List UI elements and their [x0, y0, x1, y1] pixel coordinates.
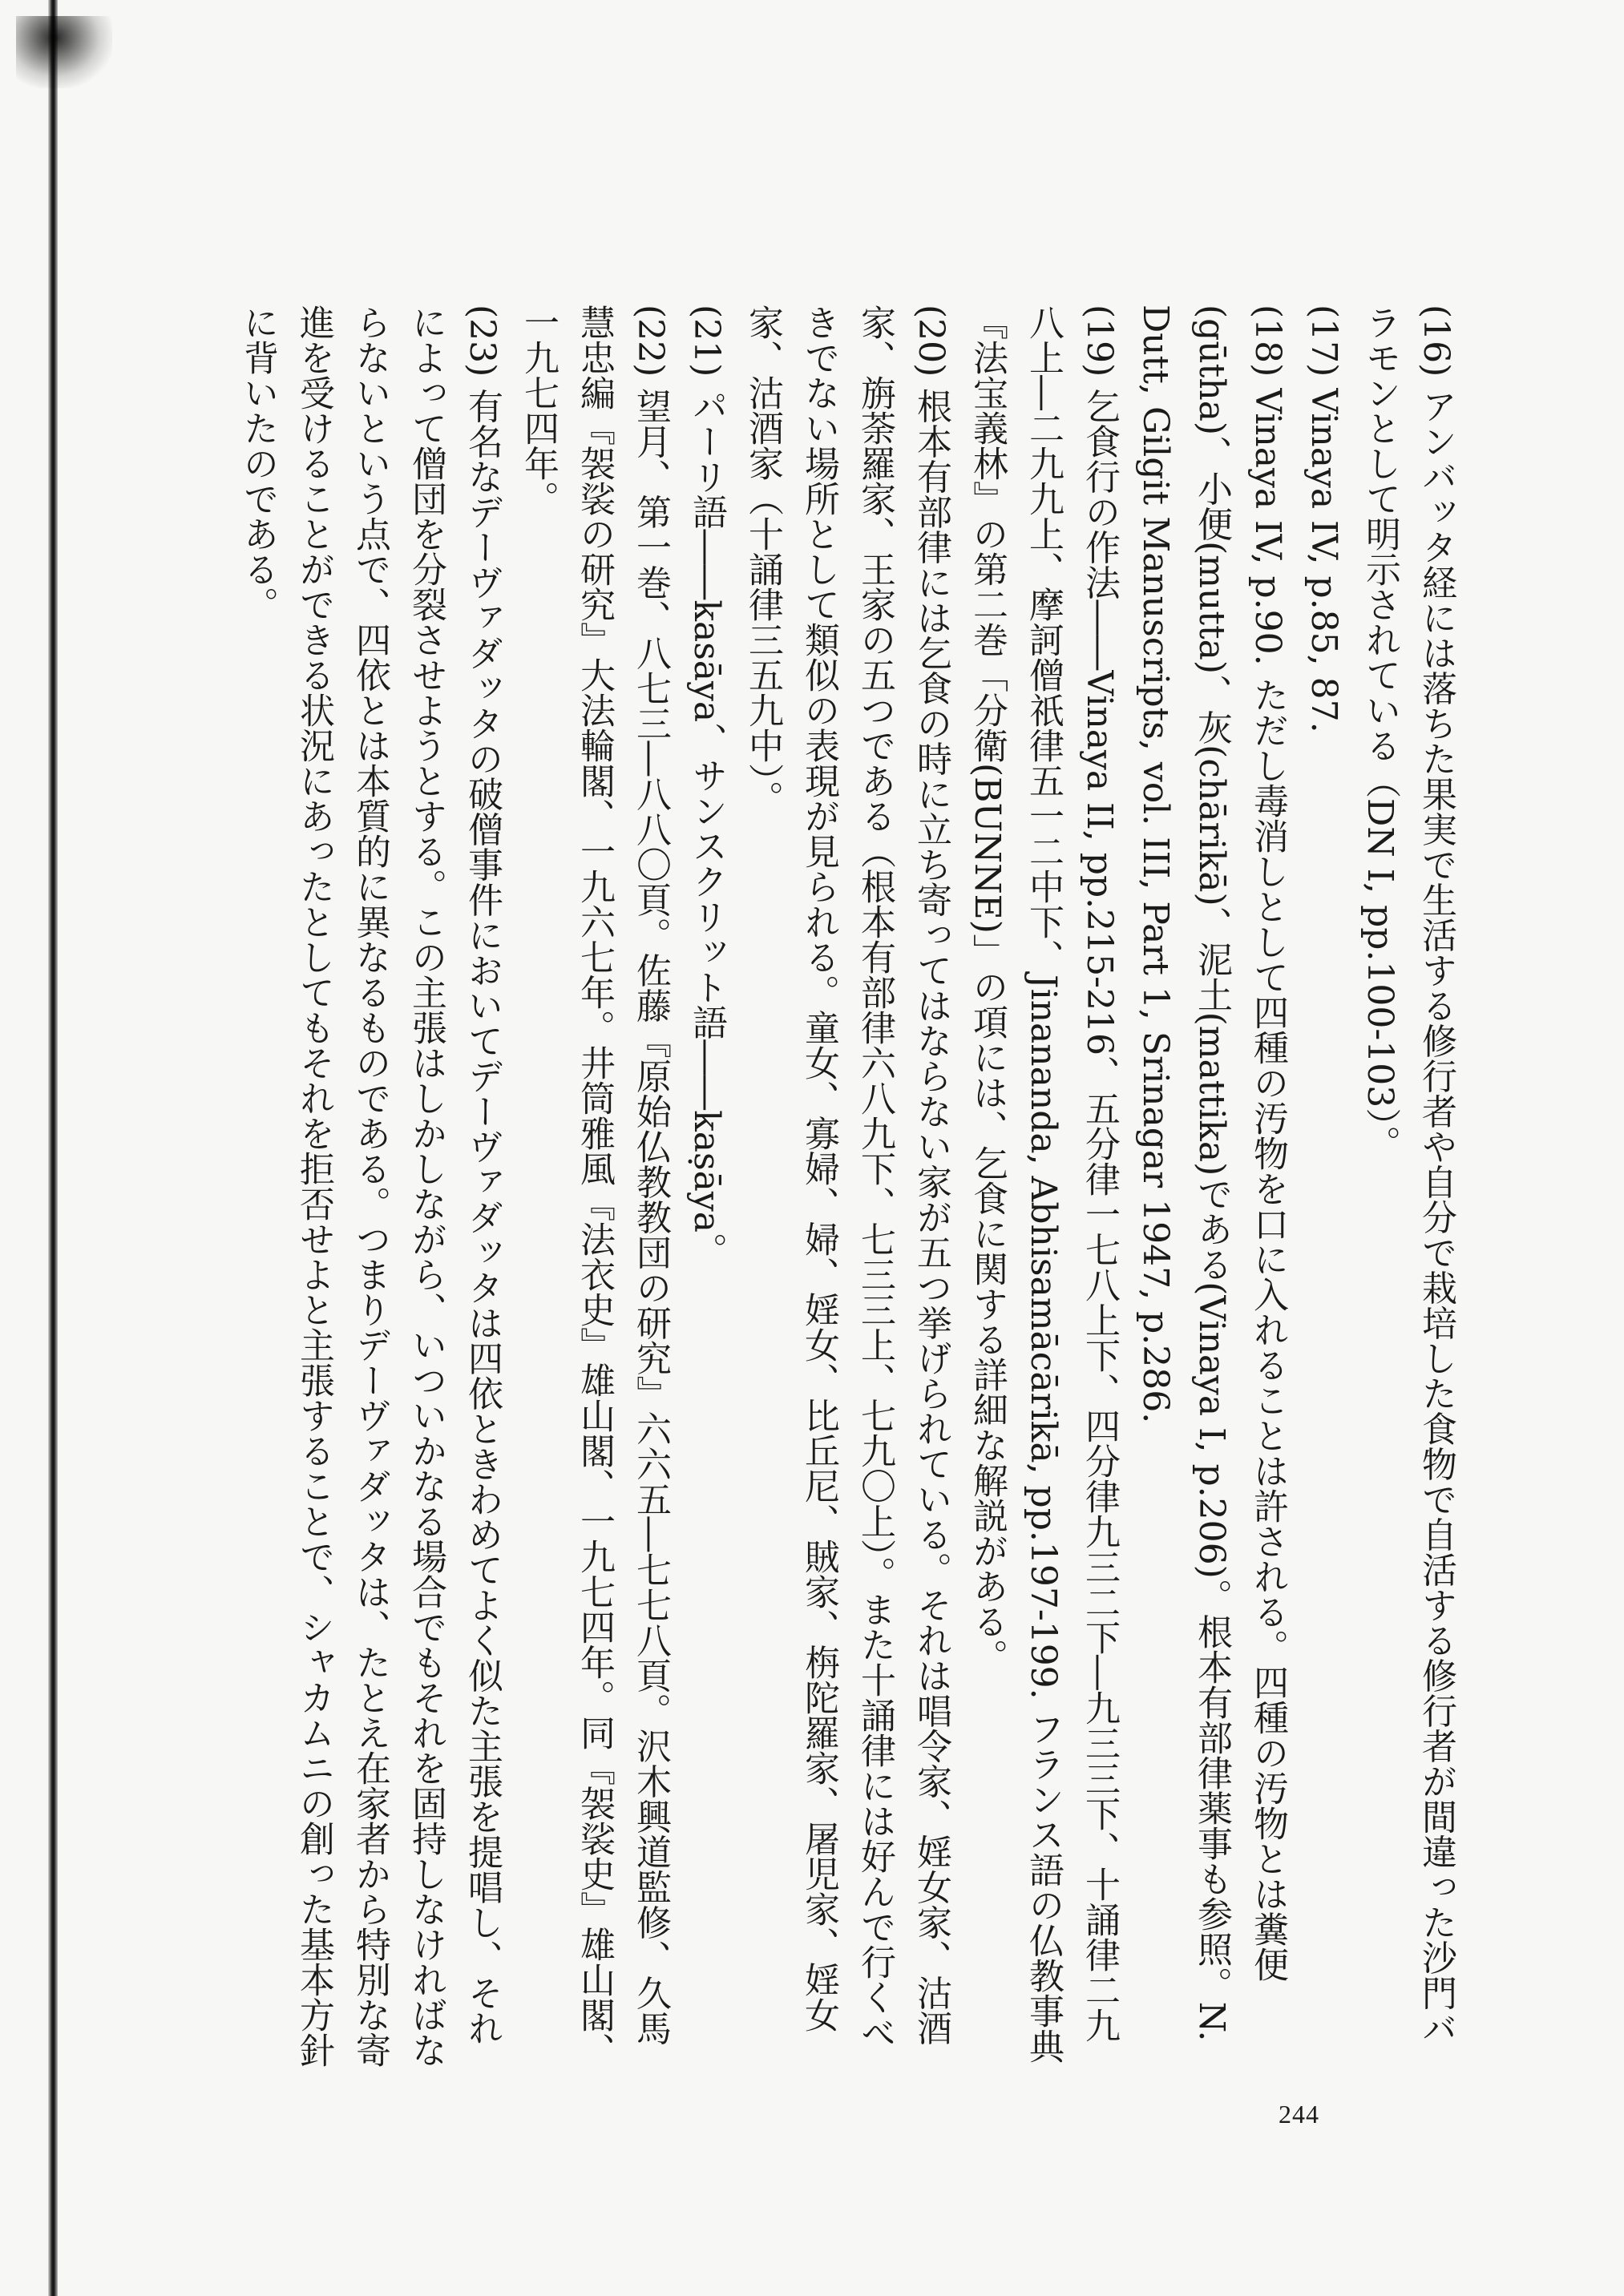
- note-number: (21): [686, 305, 727, 377]
- note-number: (19): [1079, 305, 1120, 377]
- note-22: [510, 305, 678, 2068]
- note-text: 乞食行の作法――Vinaya II, pp.215-216、五分律一七八上下、四分律九三二下―九三三下、十誦律二九八上―二九九上、摩訶僧祇律五一二中下、Jinananda, Abhisamācārikā, pp.197-199. フランス語の仏教事典『法宝義林』の第二巻「分衛(BUNNE)」の項には、乞食に関する詳細な解説がある。: [967, 305, 1120, 2064]
- page-number: 244: [1279, 2100, 1319, 2129]
- scan-smudge: [16, 16, 112, 88]
- note-text: 根本有部律には乞食の時に立ち寄ってはならない家が五つ挙げられている。それは唱令家、婬女家、沽酒家、旃荼羅家、王家の五つである（根本有部律六八九下、七三三上、七九〇上）。また十誦律には好んで行くべきでない場所として類似の表現が見られる。童女、寡婦、婦、婬女、比丘尼、賊家、栴陀羅家、屠児家、婬女家、沽酒家（十誦律三五九中）。: [742, 305, 951, 2050]
- book-binding-edge: [48, 0, 58, 2296]
- note-number: (16): [1416, 305, 1456, 377]
- note-16: [1351, 305, 1464, 2068]
- note-number: (18): [1247, 305, 1288, 377]
- note-text: 望月、第一巻、八七三―八八〇頁。佐藤『原始仏教教団の研究』六六五―七七八頁。沢木興道監修、久馬慧忠編『袈裟の研究』大法輪閣、一九六七年。井筒雅風『法衣史』雄山閣、一九七四年。同『袈裟史』雄山閣、一九七四年。: [518, 305, 671, 2068]
- note-number: (22): [630, 305, 671, 377]
- note-text: Vinaya IV, p.90. ただし毒消しとして四種の汚物を口に入れることは許される。四種の汚物とは糞便(gūtha)、小便(mutta)、灰(chārikā)、泥土(mattika)である(Vinaya I, p.206)。根本有部律薬事も参照。N. Dutt, Gilgit Manuscripts, vol. III, Part 1, Srinagar 1947, p.286.: [1135, 305, 1288, 2042]
- note-17: [1295, 305, 1351, 2068]
- note-text: Vinaya IV, p.85, 87.: [1303, 388, 1344, 733]
- note-19: [959, 305, 1127, 2068]
- note-text: 有名なデーヴァダッタの破僧事件においてデーヴァダッタは四依ときわめてよく似た主張を提唱し、それによって僧団を分裂させようとする。この主張はしかしながら、いついかなる場合でもそれを固持しなければならないという点で、四依とは本質的に異なるものである。つまりデーヴァダッタは、たとえ在家者から特別な寄進を受けることができる状況にあったとしてもそれを拒否せよと主張することで、シャカムニの創った基本方針に背いたのである。: [237, 305, 503, 2068]
- note-21: [678, 305, 734, 2068]
- note-number: (17): [1303, 305, 1344, 377]
- note-number: (23): [462, 305, 503, 377]
- note-23: [229, 305, 510, 2068]
- note-text: アンバッタ経には落ちた果実で生活する修行者や自分で栽培した食物で自活する修行者が間違った沙門バラモンとして明示されている（DN I, pp.100-103）。: [1359, 305, 1456, 2046]
- note-18: [1127, 305, 1295, 2068]
- endnotes-column: [165, 305, 1464, 2068]
- note-number: (20): [911, 305, 951, 377]
- note-text: パーリ語――kasāya、サンスクリット語――kaṣāya。: [686, 388, 727, 1268]
- note-20: [734, 305, 959, 2068]
